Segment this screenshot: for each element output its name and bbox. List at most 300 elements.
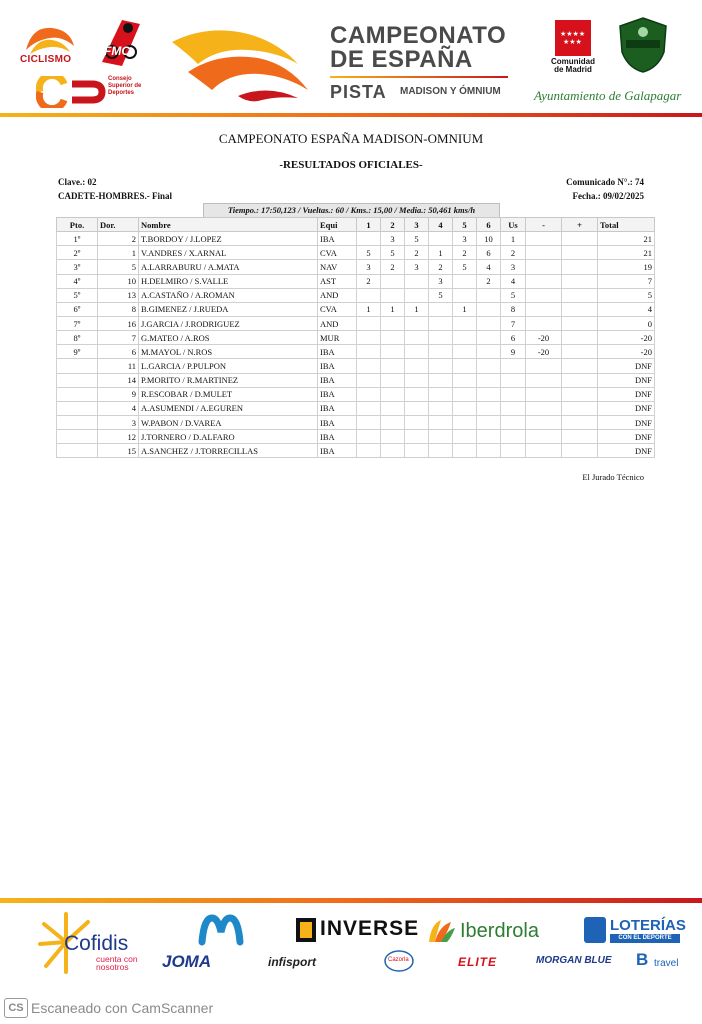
table-cell xyxy=(405,415,429,429)
table-cell: 6 xyxy=(98,345,139,359)
camscanner-watermark: Escaneado con CamScanner xyxy=(31,1000,214,1016)
col-header: Equi xyxy=(318,218,357,232)
table-row xyxy=(57,430,655,444)
table-cell xyxy=(405,288,429,302)
table-cell xyxy=(526,401,562,415)
table-cell: AND xyxy=(318,288,357,302)
table-cell xyxy=(562,345,598,359)
table-cell xyxy=(381,387,405,401)
table-cell xyxy=(526,359,562,373)
club-ciclista-logo xyxy=(618,16,668,74)
table-cell: 1 xyxy=(501,232,526,246)
table-cell: 2 xyxy=(98,232,139,246)
table-cell: 2 xyxy=(357,274,381,288)
table-cell xyxy=(381,415,405,429)
table-cell xyxy=(429,401,453,415)
table-cell xyxy=(453,274,477,288)
table-cell xyxy=(357,430,381,444)
table-cell xyxy=(526,246,562,260)
table-cell xyxy=(526,430,562,444)
table-cell xyxy=(357,359,381,373)
table-cell xyxy=(453,345,477,359)
comunidad-madrid-label: Comunidad de Madrid xyxy=(551,57,595,74)
table-cell: B.GIMENEZ / J.RUEDA xyxy=(139,302,318,316)
table-cell: J.GARCIA / J.RODRIGUEZ xyxy=(139,316,318,330)
table-cell xyxy=(562,373,598,387)
csd-label: Consejo Superior de Deportes xyxy=(108,76,142,96)
table-cell xyxy=(477,444,501,458)
table-cell xyxy=(453,444,477,458)
campeonato-title-1: CAMPEONATO xyxy=(330,22,507,49)
fmc-logo xyxy=(92,14,146,68)
table-cell: 9º xyxy=(57,345,98,359)
table-cell xyxy=(477,401,501,415)
table-cell: 2 xyxy=(429,260,453,274)
table-row xyxy=(57,387,655,401)
col-header: 5 xyxy=(453,218,477,232)
table-cell: IBA xyxy=(318,401,357,415)
joma-logo: JOMA xyxy=(162,952,212,971)
table-cell xyxy=(405,430,429,444)
table-cell xyxy=(453,373,477,387)
table-cell: DNF xyxy=(598,401,655,415)
table-cell xyxy=(429,430,453,444)
table-cell xyxy=(562,316,598,330)
table-cell xyxy=(57,373,98,387)
table-cell: 3 xyxy=(405,260,429,274)
sponsor-ghost-strip xyxy=(30,1016,690,1024)
table-cell: 19 xyxy=(598,260,655,274)
table-row xyxy=(57,232,655,246)
table-cell: IBA xyxy=(318,232,357,246)
table-cell: 4 xyxy=(598,302,655,316)
table-cell xyxy=(357,331,381,345)
table-cell: J.TORNERO / D.ALFARO xyxy=(139,430,318,444)
table-cell xyxy=(357,316,381,330)
table-cell: 2 xyxy=(501,246,526,260)
table-cell xyxy=(57,444,98,458)
campeonato-swoosh-logo xyxy=(168,24,318,108)
table-cell xyxy=(526,316,562,330)
table-cell: 15 xyxy=(98,444,139,458)
table-cell xyxy=(477,331,501,345)
camscanner-icon: CS xyxy=(4,998,28,1018)
table-cell: NAV xyxy=(318,260,357,274)
table-cell xyxy=(562,274,598,288)
table-cell xyxy=(381,345,405,359)
table-cell: IBA xyxy=(318,430,357,444)
clave-label: Clave.: 02 xyxy=(58,177,97,187)
table-cell: 5 xyxy=(357,246,381,260)
table-cell xyxy=(526,288,562,302)
comunicado-label: Comunicado N°.: 74 xyxy=(566,177,644,187)
cazorla-logo: Cazorla xyxy=(388,957,409,963)
table-cell xyxy=(501,444,526,458)
table-cell xyxy=(501,359,526,373)
table-cell xyxy=(429,387,453,401)
table-cell xyxy=(57,401,98,415)
table-cell: IBA xyxy=(318,359,357,373)
col-header: 1 xyxy=(357,218,381,232)
table-cell xyxy=(453,316,477,330)
table-cell: 10 xyxy=(477,232,501,246)
col-header: 4 xyxy=(429,218,453,232)
table-cell xyxy=(57,415,98,429)
table-row xyxy=(57,331,655,345)
table-cell: 4 xyxy=(501,274,526,288)
table-row xyxy=(57,274,655,288)
table-cell: 21 xyxy=(598,246,655,260)
table-cell: 6º xyxy=(57,302,98,316)
table-cell: 12 xyxy=(98,430,139,444)
table-cell xyxy=(381,288,405,302)
table-cell: 8 xyxy=(501,302,526,316)
table-cell xyxy=(57,430,98,444)
table-cell: 14 xyxy=(98,373,139,387)
table-cell xyxy=(562,444,598,458)
table-cell: 8 xyxy=(98,302,139,316)
col-header: Total xyxy=(598,218,655,232)
table-cell xyxy=(477,430,501,444)
table-cell xyxy=(526,444,562,458)
table-cell: -20 xyxy=(526,345,562,359)
madison-label: MADISON Y ÓMNIUM xyxy=(400,86,501,97)
table-cell: 3º xyxy=(57,260,98,274)
table-cell: R.ESCOBAR / D.MULET xyxy=(139,387,318,401)
table-cell: 4º xyxy=(57,274,98,288)
table-cell xyxy=(381,430,405,444)
table-cell: 7 xyxy=(598,274,655,288)
table-row xyxy=(57,302,655,316)
table-cell xyxy=(562,246,598,260)
table-cell xyxy=(562,415,598,429)
table-cell: G.MATEO / A.ROS xyxy=(139,331,318,345)
table-cell xyxy=(453,387,477,401)
table-cell xyxy=(562,232,598,246)
table-cell xyxy=(405,274,429,288)
table-row xyxy=(57,246,655,260)
table-cell xyxy=(405,359,429,373)
table-cell xyxy=(562,359,598,373)
table-cell xyxy=(477,359,501,373)
table-cell: IBA xyxy=(318,415,357,429)
table-cell: H.DELMIRO / S.VALLE xyxy=(139,274,318,288)
table-cell: 5 xyxy=(453,260,477,274)
table-cell xyxy=(405,331,429,345)
iberdrola-leaf-icon xyxy=(427,918,457,944)
table-cell: 5º xyxy=(57,288,98,302)
table-cell: 1º xyxy=(57,232,98,246)
table-cell xyxy=(405,401,429,415)
table-cell xyxy=(357,444,381,458)
table-cell: L.GARCIA / P.PULPON xyxy=(139,359,318,373)
elite-logo: ELITE xyxy=(458,955,498,969)
table-cell xyxy=(477,316,501,330)
table-cell: 1 xyxy=(357,302,381,316)
title-underline xyxy=(330,76,508,78)
table-cell xyxy=(562,260,598,274)
loterias-icon xyxy=(584,917,606,943)
movistar-icon xyxy=(198,912,244,946)
table-cell xyxy=(562,387,598,401)
table-cell xyxy=(501,401,526,415)
btravel-logo: B xyxy=(636,950,649,969)
table-row xyxy=(57,260,655,274)
table-cell xyxy=(477,415,501,429)
table-cell: A.SANCHEZ / J.TORRECILLAS xyxy=(139,444,318,458)
inverse-mark-inner xyxy=(300,922,312,938)
table-cell: 6 xyxy=(501,331,526,345)
campeonato-title-2: DE ESPAÑA xyxy=(330,46,473,73)
table-header-row xyxy=(57,218,655,232)
table-cell xyxy=(501,387,526,401)
document-subtitle: -RESULTADOS OFICIALES- xyxy=(279,159,423,171)
table-cell xyxy=(429,373,453,387)
col-header: + xyxy=(562,218,598,232)
table-cell xyxy=(381,444,405,458)
rfec-label: CICLISMO xyxy=(20,54,72,65)
stars-icon xyxy=(555,20,591,56)
table-row xyxy=(57,401,655,415)
table-cell xyxy=(405,316,429,330)
table-cell xyxy=(57,359,98,373)
col-header: Nombre xyxy=(139,218,318,232)
table-cell xyxy=(357,401,381,415)
race-stats-banner: Tiempo.: 17:50,123 / Vueltas.: 60 / Kms.: 15,00 / Media.: 50,461 kms/h xyxy=(203,203,500,218)
table-cell xyxy=(405,387,429,401)
csd-logo xyxy=(36,76,108,108)
table-cell: 5 xyxy=(381,246,405,260)
table-cell xyxy=(453,359,477,373)
table-row xyxy=(57,288,655,302)
table-cell xyxy=(429,232,453,246)
table-cell: IBA xyxy=(318,373,357,387)
table-cell: MUR xyxy=(318,331,357,345)
table-row xyxy=(57,345,655,359)
table-cell xyxy=(526,415,562,429)
table-cell: 8º xyxy=(57,331,98,345)
results-body xyxy=(57,232,655,458)
table-row xyxy=(57,316,655,330)
table-cell xyxy=(357,373,381,387)
table-cell xyxy=(526,387,562,401)
table-cell: 7 xyxy=(98,331,139,345)
table-cell: 3 xyxy=(357,260,381,274)
table-row xyxy=(57,444,655,458)
table-cell: V.ANDRES / X.ARNAL xyxy=(139,246,318,260)
table-cell: 21 xyxy=(598,232,655,246)
infisport-logo: infisport xyxy=(268,955,316,969)
table-cell: P.MORITO / R.MARTINEZ xyxy=(139,373,318,387)
table-cell: 1 xyxy=(429,246,453,260)
table-cell: 3 xyxy=(453,232,477,246)
table-cell: 3 xyxy=(501,260,526,274)
table-cell: 10 xyxy=(98,274,139,288)
pista-label: PISTA xyxy=(330,82,387,102)
table-cell xyxy=(526,232,562,246)
table-cell xyxy=(477,387,501,401)
table-row xyxy=(57,359,655,373)
table-cell: 5 xyxy=(501,288,526,302)
table-cell: AST xyxy=(318,274,357,288)
table-cell xyxy=(526,260,562,274)
table-cell: 11 xyxy=(98,359,139,373)
table-cell xyxy=(429,444,453,458)
table-cell: DNF xyxy=(598,359,655,373)
table-cell xyxy=(381,373,405,387)
results-table xyxy=(56,217,655,458)
table-cell xyxy=(453,288,477,302)
table-cell xyxy=(453,430,477,444)
table-cell xyxy=(562,288,598,302)
ayuntamiento-galapagar-label: Ayuntamiento de Galapagar xyxy=(534,88,682,103)
category-label: CADETE-HOMBRES.- Final xyxy=(58,191,173,201)
table-cell: M.MAYOL / N.ROS xyxy=(139,345,318,359)
table-row xyxy=(57,415,655,429)
cofidis-logo: Cofidis xyxy=(64,932,129,955)
loterias-logo: LOTERÍAS xyxy=(610,917,686,934)
table-row xyxy=(57,373,655,387)
table-cell: 5 xyxy=(98,260,139,274)
btravel-label: travel xyxy=(654,958,679,969)
morgan-blue-logo: MORGAN BLUE xyxy=(536,955,612,966)
inverse-logo: INVERSE xyxy=(320,917,420,940)
table-cell xyxy=(562,302,598,316)
table-cell: CVA xyxy=(318,302,357,316)
table-cell xyxy=(453,401,477,415)
footer-divider xyxy=(0,898,702,903)
table-cell: AND xyxy=(318,316,357,330)
date-label: Fecha.: 09/02/2025 xyxy=(572,191,644,201)
table-cell xyxy=(562,430,598,444)
table-cell xyxy=(357,345,381,359)
col-header: Pto. xyxy=(57,218,98,232)
loterias-tagline: CON EL DEPORTE xyxy=(610,934,680,943)
table-cell xyxy=(381,359,405,373)
table-cell xyxy=(429,359,453,373)
table-cell: 3 xyxy=(98,415,139,429)
table-cell: 16 xyxy=(98,316,139,330)
table-cell: 5 xyxy=(429,288,453,302)
table-cell: 7º xyxy=(57,316,98,330)
table-cell: 2 xyxy=(405,246,429,260)
table-cell xyxy=(57,387,98,401)
table-cell: A.LARRABURU / A.MATA xyxy=(139,260,318,274)
svg-text:★★★: ★★★ xyxy=(563,38,582,46)
svg-text:★★★★: ★★★★ xyxy=(560,30,586,38)
table-cell xyxy=(357,288,381,302)
table-cell: IBA xyxy=(318,444,357,458)
table-cell xyxy=(429,316,453,330)
table-cell: 6 xyxy=(477,246,501,260)
table-cell xyxy=(381,274,405,288)
table-cell: -20 xyxy=(598,331,655,345)
table-cell: -20 xyxy=(526,331,562,345)
table-cell: 3 xyxy=(381,232,405,246)
table-cell: CVA xyxy=(318,246,357,260)
col-header: - xyxy=(526,218,562,232)
table-cell: DNF xyxy=(598,444,655,458)
table-cell: DNF xyxy=(598,373,655,387)
table-cell: 2 xyxy=(477,274,501,288)
table-cell xyxy=(357,415,381,429)
table-cell: 1 xyxy=(98,246,139,260)
table-cell xyxy=(429,345,453,359)
table-cell: W.PABON / D.VAREA xyxy=(139,415,318,429)
table-cell: 5 xyxy=(598,288,655,302)
table-cell xyxy=(477,288,501,302)
col-header: Dor. xyxy=(98,218,139,232)
col-header: 2 xyxy=(381,218,405,232)
table-cell: DNF xyxy=(598,387,655,401)
table-cell xyxy=(357,387,381,401)
table-cell: 7 xyxy=(501,316,526,330)
table-cell: DNF xyxy=(598,430,655,444)
table-cell xyxy=(429,415,453,429)
table-cell xyxy=(501,373,526,387)
table-cell xyxy=(501,430,526,444)
cofidis-tagline: cuenta con nosotros xyxy=(96,954,138,972)
table-cell xyxy=(526,274,562,288)
document-title: CAMPEONATO ESPAÑA MADISON-OMNIUM xyxy=(218,131,484,146)
table-cell: 9 xyxy=(501,345,526,359)
table-cell xyxy=(526,373,562,387)
table-cell: A.CASTAÑO / A.ROMAN xyxy=(139,288,318,302)
col-header: 6 xyxy=(477,218,501,232)
table-cell: 4 xyxy=(477,260,501,274)
table-cell xyxy=(405,345,429,359)
table-cell xyxy=(357,232,381,246)
table-cell: 2º xyxy=(57,246,98,260)
col-header: Us xyxy=(501,218,526,232)
table-cell: 0 xyxy=(598,316,655,330)
table-cell: IBA xyxy=(318,345,357,359)
table-cell xyxy=(405,373,429,387)
table-cell xyxy=(405,444,429,458)
table-cell xyxy=(501,415,526,429)
table-cell: DNF xyxy=(598,415,655,429)
table-cell: 1 xyxy=(453,302,477,316)
table-cell: 1 xyxy=(405,302,429,316)
table-cell xyxy=(453,415,477,429)
table-cell: 2 xyxy=(381,260,405,274)
table-cell xyxy=(453,331,477,345)
table-cell xyxy=(381,401,405,415)
table-cell xyxy=(477,302,501,316)
table-cell: T.BORDOY / J.LOPEZ xyxy=(139,232,318,246)
table-cell: 13 xyxy=(98,288,139,302)
table-cell: 3 xyxy=(429,274,453,288)
table-cell: A.ASUMENDI / A.EGUREN xyxy=(139,401,318,415)
jurado-signature-label: El Jurado Técnico xyxy=(582,472,644,482)
table-cell xyxy=(429,302,453,316)
table-cell xyxy=(562,401,598,415)
table-cell: 9 xyxy=(98,387,139,401)
table-cell: 4 xyxy=(98,401,139,415)
iberdrola-logo: Iberdrola xyxy=(460,920,539,942)
header-divider xyxy=(0,113,702,117)
table-cell xyxy=(526,302,562,316)
fmc-label: FMC xyxy=(104,44,130,58)
table-cell xyxy=(381,316,405,330)
col-header: 3 xyxy=(405,218,429,232)
table-cell xyxy=(429,331,453,345)
table-cell: 1 xyxy=(381,302,405,316)
table-cell xyxy=(562,331,598,345)
table-cell xyxy=(477,345,501,359)
comunidad-madrid-logo xyxy=(555,20,591,56)
table-cell: 2 xyxy=(453,246,477,260)
